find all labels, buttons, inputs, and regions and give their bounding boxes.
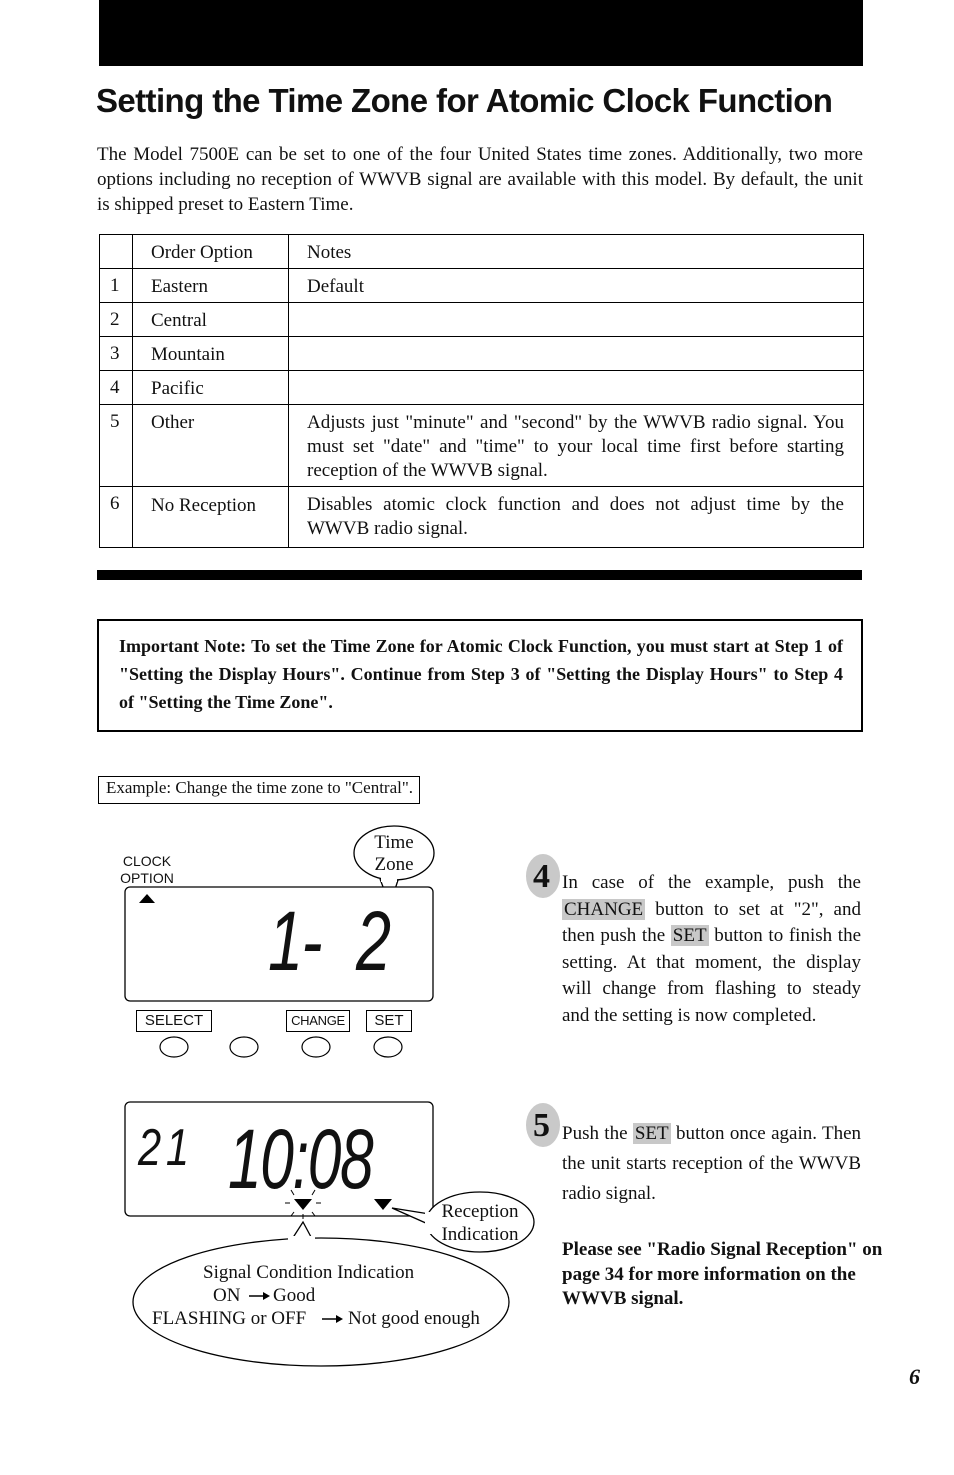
- signal-on-result: Good: [273, 1285, 316, 1306]
- clock-option-line: CLOCK: [122, 853, 172, 869]
- see-also-note: Please see "Radio Signal Reception" on page 34 for more information on the WWVB signal.: [562, 1239, 883, 1309]
- signal-on-label: ON: [213, 1285, 241, 1306]
- page-number: 6: [909, 1364, 920, 1389]
- table-cell-num: 6: [100, 487, 133, 548]
- lcd-zone-digit: 2: [356, 894, 392, 988]
- table-header-cell: Order Option: [133, 235, 289, 269]
- page-title: Setting the Time Zone for Atomic Clock Function: [96, 82, 833, 119]
- step-4-text-part: button to set at "2", and then push the: [562, 898, 861, 946]
- time-zone-line: Zone: [374, 854, 414, 875]
- set-button-shape: [374, 1037, 402, 1057]
- step-5-text: [562, 1119, 861, 1209]
- set-button[interactable]: SET: [366, 1010, 412, 1032]
- table-cell-option: Pacific: [133, 371, 289, 405]
- table-cell-option: Mountain: [133, 337, 289, 371]
- clock-option-line: OPTION: [120, 870, 174, 886]
- reception-indication-label: [432, 1200, 528, 1246]
- step-4-text-part: button to finish the setting. At that moment, the display will change from flashing to steady and the setting is now completed.: [562, 925, 862, 1026]
- unlabeled-button-shape: [230, 1037, 258, 1057]
- lcd-date-digits: 21: [138, 1119, 194, 1177]
- time-zone-label: [354, 832, 434, 876]
- table-cell-option: No Reception: [133, 487, 289, 548]
- set-button-ref: SET: [634, 1123, 669, 1144]
- table-cell-option: Central: [133, 303, 289, 337]
- table-cell-option: Eastern: [133, 269, 289, 303]
- change-button[interactable]: CHANGE: [286, 1010, 350, 1032]
- lcd-time-digits: 10:08: [228, 1112, 373, 1206]
- table-cell-notes: Default: [289, 269, 864, 303]
- change-button-ref: CHANGE: [564, 898, 644, 920]
- table-cell-num: 4: [100, 371, 133, 405]
- signal-condition-title: Signal Condition Indication: [203, 1262, 415, 1283]
- intro-paragraph: The Model 7500E can be set to one of the four United States time zones. Additionally, two more options including no reception of WWVB signal are available with this model. By default, the unit is shipped preset to Eastern Time.: [97, 144, 863, 215]
- select-button[interactable]: SELECT: [136, 1010, 212, 1032]
- step-5-text-part: button once again. Then the unit starts reception of the WWVB radio signal.: [562, 1123, 862, 1204]
- select-button-shape: [160, 1037, 188, 1057]
- table-cell-num: 5: [100, 405, 133, 487]
- time-zone-line: Time: [374, 832, 414, 853]
- step-4-number: 4: [533, 858, 550, 895]
- table-cell-notes: Disables atomic clock function and does not adjust time by the WWVB radio signal.: [289, 487, 864, 548]
- step-5-number: 5: [533, 1107, 550, 1144]
- step-4-text-part: In case of the example, push the: [562, 872, 861, 893]
- table-cell-option: Other: [133, 405, 289, 487]
- step-5-text-part: Push the: [562, 1123, 628, 1144]
- set-button-ref: SET: [672, 925, 707, 946]
- important-note: Important Note: To set the Time Zone for Atomic Clock Function, you must start at Step 1 of "Setting the Display Hours". Continue from Step 3 of "Setting the Display Hours" to Step 4 of "Setting the Time Zone".: [97, 619, 863, 732]
- reception-line: Reception: [441, 1201, 519, 1222]
- change-button-shape: [302, 1037, 330, 1057]
- signal-flash-label: FLASHING or OFF: [152, 1308, 307, 1329]
- table-cell-num: 2: [100, 303, 133, 337]
- step-4-text: [562, 870, 861, 1029]
- example-label: Example: Change the time zone to "Central".: [98, 776, 420, 804]
- signal-flash-result: Not good enough: [348, 1308, 480, 1329]
- table-cell-notes: Adjusts just "minute" and "second" by the WWVB radio signal. You must set "date" and "time" to your local time first before starting reception of the WWVB signal.: [289, 405, 864, 487]
- table-header-cell: Notes: [289, 235, 864, 269]
- table-cell-num: 3: [100, 337, 133, 371]
- lcd-option-digits: 1-: [268, 894, 322, 988]
- table-cell-num: 1: [100, 269, 133, 303]
- reception-line: Indication: [441, 1224, 519, 1245]
